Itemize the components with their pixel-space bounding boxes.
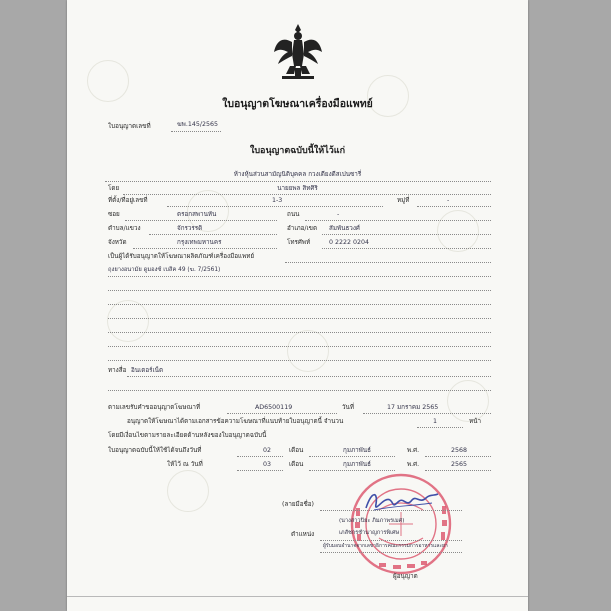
given-month-label: เดือน <box>289 461 304 468</box>
channel-label: ทางสื่อ <box>108 367 127 374</box>
watermark-pattern <box>287 330 329 372</box>
subdistrict-label: ตำบล/แขวง <box>108 225 141 232</box>
address-label: ที่ตั้ง/ที่อยู่เลขที่ <box>108 197 148 204</box>
soi-line <box>125 220 277 221</box>
valid-day: 02 <box>263 447 272 454</box>
watermark-pattern <box>367 75 409 117</box>
moo-value: - <box>447 197 450 204</box>
given-year-line <box>425 470 491 471</box>
given-on-label: ให้ไว้ ณ วันที่ <box>167 461 203 468</box>
document-title: ใบอนุญาตโฆษณาเครื่องมือแพทย์ <box>222 98 373 110</box>
phone-value: 0 2222 0204 <box>329 239 370 246</box>
channel-value: อินเตอร์เน็ต <box>131 367 164 374</box>
valid-month: กุมภาพันธ์ <box>343 447 371 454</box>
phone-label: โทรศัพท์ <box>287 239 311 246</box>
licensor-label: ผู้อนุญาต <box>393 573 418 580</box>
given-month: กุมภาพันธ์ <box>343 461 371 468</box>
bottom-divider <box>67 596 528 597</box>
signer-name: (นางสาวปิยะ ภิมภาพรเมศ) <box>339 518 405 524</box>
date-line <box>363 413 491 414</box>
valid-year-line <box>425 456 491 457</box>
signer-title-primary: เภสัชกรชำนาญการพิเศษ <box>339 530 400 536</box>
address-line <box>167 206 383 207</box>
company-name: ห้างหุ้นส่วนสามัญนิติบุคคล กวงเตียงดีสเปนซารี่ <box>233 171 362 178</box>
moo-line <box>417 206 491 207</box>
allow-text: อนุญาตให้โฆษณาได้ตามเอกสารข้อความโฆษณาที่แนบท้ายใบอนุญาตนี้ จำนวน <box>127 418 344 425</box>
product-value: ถุงยางอนามัย ดูมองซ์ เบสิค 49 (ฆ. 7/2561) <box>108 267 221 273</box>
phone-line <box>322 248 491 249</box>
pages-line <box>417 427 463 428</box>
blank-line <box>108 318 491 319</box>
by-line <box>123 194 491 195</box>
blank-line <box>108 346 491 347</box>
pages-unit: หน้า <box>469 418 481 425</box>
request-number-label: ตามเลขรับคำขออนุญาตโฆษณาที่ <box>108 404 201 411</box>
blank-line <box>108 360 491 361</box>
valid-until-label: ใบอนุญาตฉบับนี้ให้ใช้ได้จนถึงวันที่ <box>108 447 202 454</box>
subdistrict-value: จักรวรรดิ <box>177 225 203 232</box>
road-value: - <box>337 211 340 218</box>
valid-year-label: พ.ศ. <box>407 447 420 454</box>
province-label: จังหวัด <box>108 239 127 246</box>
blank-line <box>108 332 491 333</box>
license-number-line <box>171 131 221 132</box>
position-line-2 <box>320 552 462 553</box>
handwritten-signature <box>362 486 442 518</box>
license-document <box>67 0 528 611</box>
district-label: อำเภอ/เขต <box>287 225 318 232</box>
request-number-value: AD6500119 <box>255 404 293 411</box>
permit-label: เป็นผู้ได้รับอนุญาตให้โฆษณาผลิตภัณฑ์เครื่องมือแพทย์ <box>108 253 255 260</box>
district-line <box>322 234 491 235</box>
road-label: ถนน <box>287 211 300 218</box>
request-number-line <box>227 413 337 414</box>
blank-line <box>108 390 491 391</box>
soi-label: ซอย <box>108 211 120 218</box>
watermark-pattern <box>107 300 149 342</box>
date-value: 17 มกราคม 2565 <box>387 404 439 411</box>
by-label: โดย <box>108 185 120 192</box>
district-value: สัมพันธวงศ์ <box>329 225 360 232</box>
details-text: โดยมีเงื่อนไขตามรายละเอียดด้านหลังของใบอนุญาตฉบับนี้ <box>108 432 267 439</box>
position-line <box>320 540 462 541</box>
address-number: 1-3 <box>272 197 283 204</box>
pages-count: 1 <box>433 418 438 425</box>
blank-line <box>108 304 491 305</box>
by-value: นายยพล สิทศิริ <box>277 185 318 192</box>
permit-line <box>285 262 491 263</box>
given-day: 03 <box>263 461 272 468</box>
signature-label: (ลายมือชื่อ) <box>282 501 314 508</box>
moo-label: หมู่ที่ <box>397 197 410 204</box>
given-year: 2565 <box>451 461 468 468</box>
province-line <box>133 248 277 249</box>
valid-month-line <box>309 456 395 457</box>
watermark-pattern <box>437 210 479 252</box>
blank-line <box>108 290 491 291</box>
valid-day-line <box>237 456 283 457</box>
license-number-label: ใบอนุญาตเลขที่ <box>108 123 151 130</box>
watermark-pattern <box>447 380 489 422</box>
company-name-line <box>105 181 491 182</box>
subdistrict-line <box>149 234 277 235</box>
signer-title-secondary: ผู้รับมอบอำนาจจากเลขาธิการคณะกรรมการอาหารและยา <box>323 543 448 549</box>
position-label: ตำแหน่ง <box>291 531 315 538</box>
given-month-line <box>309 470 395 471</box>
given-year-label: พ.ศ. <box>407 461 420 468</box>
channel-line <box>127 376 491 377</box>
valid-month-label: เดือน <box>289 447 304 454</box>
watermark-pattern <box>87 60 129 102</box>
date-label: วันที่ <box>342 404 354 411</box>
soi-value: ตรอกสพานหัน <box>177 211 217 218</box>
blank-line <box>108 276 491 277</box>
watermark-pattern <box>167 470 209 512</box>
garuda-emblem-icon <box>272 22 324 84</box>
road-line <box>305 220 491 221</box>
given-day-line <box>237 470 283 471</box>
valid-year: 2568 <box>451 447 468 454</box>
signature-line <box>320 510 462 511</box>
license-number-value: ฆพ.145/2565 <box>177 121 218 128</box>
issued-to-heading: ใบอนุญาตฉบับนี้ให้ไว้แก่ <box>249 146 346 156</box>
province-value: กรุงเทพมหานคร <box>177 239 222 246</box>
